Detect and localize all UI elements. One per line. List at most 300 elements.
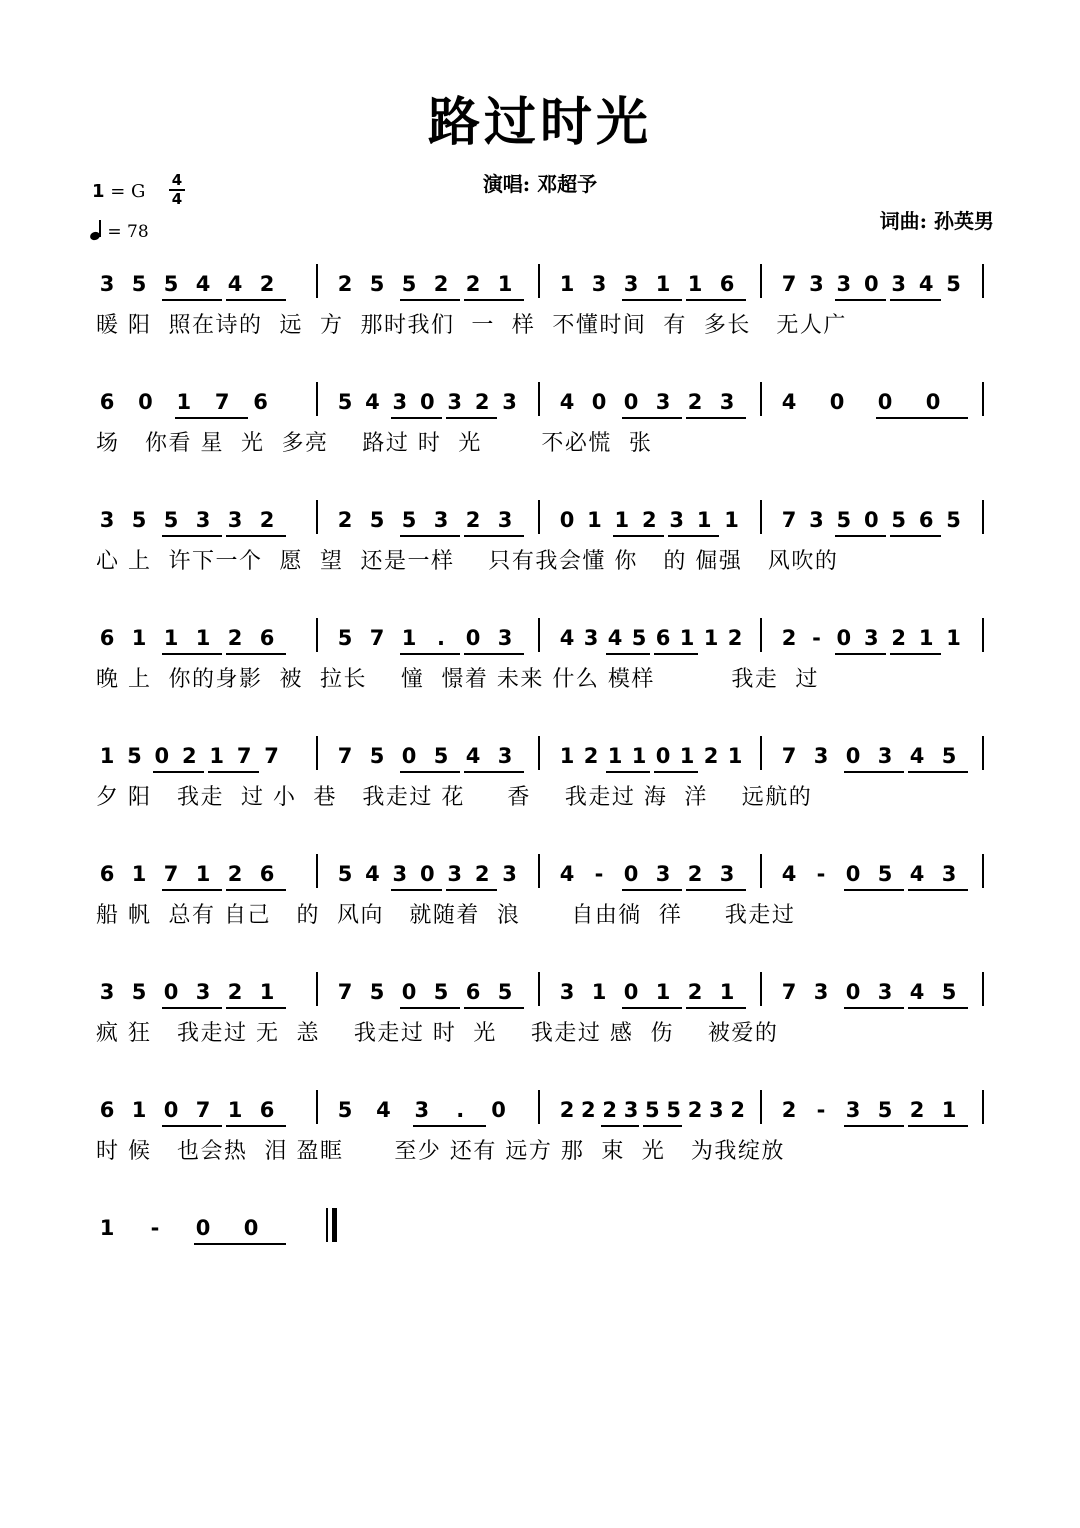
note: 1: [195, 862, 211, 886]
beam-line: [464, 299, 524, 301]
note: 2: [891, 626, 907, 650]
beam-line: [835, 299, 886, 301]
note: 3: [709, 1098, 724, 1122]
barline: [538, 736, 540, 770]
barline: [982, 854, 984, 888]
note: 0: [559, 508, 575, 532]
note: 6: [259, 1098, 275, 1122]
lyrics-line: 船 帆 总有 自己 的 风向 就随着 浪 自由徜 徉 我走过: [96, 903, 796, 928]
note: 0: [243, 1216, 259, 1240]
note: 3: [836, 272, 852, 296]
notation-line: [0, 734, 1080, 778]
note: 3: [99, 508, 115, 532]
beam-line: [686, 889, 746, 891]
note: 1: [587, 508, 602, 532]
note: 3: [195, 508, 211, 532]
note: 3: [583, 626, 599, 650]
note: 5: [337, 1098, 353, 1122]
beam-line: [226, 889, 286, 891]
time-signature: [168, 172, 186, 208]
barline: [982, 972, 984, 1006]
note: 0: [877, 390, 893, 414]
note: 1: [724, 508, 739, 532]
beam-line: [844, 889, 904, 891]
beam-line: [162, 299, 222, 301]
barline: [982, 500, 984, 534]
beam-line: [622, 889, 682, 891]
note: 3: [813, 980, 829, 1004]
beam-line: [162, 535, 222, 537]
note: 7: [337, 980, 353, 1004]
note: 2: [687, 1098, 703, 1122]
beam-line: [601, 1125, 640, 1127]
note: 3: [845, 1098, 861, 1122]
barline: [982, 736, 984, 770]
note: 4: [376, 1098, 391, 1122]
note: 2: [781, 1098, 797, 1122]
note: 3: [891, 272, 907, 296]
note: 0: [163, 1098, 179, 1122]
note: 5: [946, 272, 961, 296]
note: 3: [669, 508, 685, 532]
barline: [538, 618, 540, 652]
note: 2: [227, 862, 243, 886]
note: 0: [863, 508, 879, 532]
note: 5: [369, 980, 385, 1004]
barline: [982, 382, 984, 416]
note: 6: [99, 626, 115, 650]
note: 5: [891, 508, 907, 532]
note: 3: [623, 272, 639, 296]
beam-line: [686, 1007, 746, 1009]
note: 7: [781, 272, 797, 296]
lyrics-line: 场 你看 星 光 多亮 路过 时 光 不必慌 张: [96, 431, 653, 456]
note: 3: [447, 862, 463, 886]
note: 4: [781, 390, 797, 414]
note: 5: [941, 980, 957, 1004]
barline: [538, 500, 540, 534]
notation-line: [0, 616, 1080, 660]
note: 0: [138, 390, 153, 414]
beam-line: [464, 653, 524, 655]
note: 1: [131, 626, 147, 650]
note: 1: [727, 744, 743, 768]
beam-line: [400, 1007, 460, 1009]
note: 3: [227, 508, 243, 532]
note: 4: [559, 626, 575, 650]
barline: [982, 264, 984, 298]
note: 4: [195, 272, 211, 296]
beam-line: [446, 417, 497, 419]
note: -: [812, 626, 821, 650]
note: 7: [781, 508, 797, 532]
beam-line: [400, 653, 460, 655]
tempo-value: = 78: [107, 222, 149, 242]
note: 0: [465, 626, 481, 650]
note: 3: [719, 862, 735, 886]
note: 1: [497, 272, 513, 296]
note: 0: [163, 980, 179, 1004]
barline: [760, 972, 762, 1006]
note: 1: [559, 744, 575, 768]
beam-line: [464, 771, 524, 773]
barline: [316, 618, 318, 652]
barline: [760, 264, 762, 298]
beam-line: [464, 1007, 524, 1009]
beam-line: [908, 889, 968, 891]
time-signature-bottom: 4: [171, 190, 183, 208]
note: 1: [195, 626, 211, 650]
note: 3: [502, 862, 517, 886]
beam-line: [226, 1125, 286, 1127]
beam-line: [844, 771, 904, 773]
note: 1: [655, 980, 671, 1004]
note: 1: [131, 1098, 147, 1122]
key-signature: [92, 181, 145, 202]
barline: [316, 1090, 318, 1124]
note: 2: [602, 1098, 617, 1122]
composer-credit: 词曲: 孙英男: [879, 209, 994, 233]
note: 1: [99, 1216, 115, 1240]
note: 3: [719, 390, 735, 414]
note: 1: [679, 626, 695, 650]
beam-line: [606, 653, 650, 655]
note: 2: [465, 272, 481, 296]
note: 5: [645, 1098, 660, 1122]
note: 3: [877, 980, 893, 1004]
beam-line: [908, 771, 968, 773]
note: 5: [163, 272, 179, 296]
beam-line: [194, 1243, 286, 1245]
note: 0: [419, 862, 435, 886]
note: 5: [836, 508, 852, 532]
beam-line: [464, 535, 524, 537]
beam-line: [400, 535, 460, 537]
note: 2: [433, 272, 449, 296]
barline: [760, 1090, 762, 1124]
note: 1: [719, 980, 735, 1004]
beam-line: [622, 417, 682, 419]
note: 3: [497, 626, 513, 650]
beam-line: [446, 889, 497, 891]
note: 3: [502, 390, 517, 414]
beam-line: [162, 653, 222, 655]
note: 0: [591, 390, 607, 414]
note: 5: [369, 508, 385, 532]
beam-line: [890, 299, 941, 301]
beam-line: [162, 889, 222, 891]
note: 4: [781, 862, 797, 886]
note: 5: [631, 626, 647, 650]
lyrics-line: 夕 阳 我走 过 小 巷 我走过 花 香 我走过 海 洋 远航的: [96, 785, 813, 810]
note: 7: [781, 744, 797, 768]
beam-line: [835, 535, 886, 537]
note: 0: [491, 1098, 506, 1122]
beam-line: [613, 535, 664, 537]
barline: [982, 1090, 984, 1124]
note: 3: [414, 1098, 430, 1122]
note: 0: [925, 390, 941, 414]
note: 5: [131, 272, 147, 296]
note: 2: [474, 862, 490, 886]
note: 2: [227, 980, 243, 1004]
quarter-note-icon: [90, 220, 102, 240]
beam-line: [400, 299, 460, 301]
note: 5: [131, 508, 147, 532]
barline: [760, 618, 762, 652]
note: 0: [655, 744, 671, 768]
note: 5: [433, 744, 449, 768]
beam-line: [643, 1125, 682, 1127]
note: 4: [465, 744, 481, 768]
note: 2: [583, 744, 599, 768]
note: 3: [195, 980, 211, 1004]
note: 1: [696, 508, 712, 532]
note: 3: [497, 508, 513, 532]
lyrics-line: 晚 上 你的身影 被 拉长 憧 憬着 未来 什么 模样 我走 过: [96, 667, 819, 692]
note: 3: [813, 744, 829, 768]
note: 1: [679, 744, 695, 768]
note: 4: [909, 862, 925, 886]
note: 5: [946, 508, 961, 532]
note: 0: [154, 744, 170, 768]
note: 1: [614, 508, 630, 532]
note: 6: [99, 862, 115, 886]
note: 3: [591, 272, 607, 296]
note: 5: [401, 508, 417, 532]
note: .: [456, 1098, 465, 1122]
note: 5: [877, 862, 893, 886]
note: 5: [163, 508, 179, 532]
beam-line: [890, 653, 941, 655]
note: 0: [845, 862, 861, 886]
beam-line: [153, 771, 204, 773]
barline: [316, 382, 318, 416]
barline: [316, 736, 318, 770]
beam-line: [226, 653, 286, 655]
note: 0: [623, 862, 639, 886]
note: 4: [559, 390, 575, 414]
score-row-4: [0, 616, 1080, 706]
note: 2: [727, 626, 743, 650]
beam-line: [844, 1125, 904, 1127]
note: 1: [591, 980, 607, 1004]
note: 0: [829, 390, 845, 414]
note: 1: [99, 744, 115, 768]
barline: [538, 1090, 540, 1124]
note: 3: [559, 980, 575, 1004]
beam-line: [162, 1007, 222, 1009]
beam-line: [175, 417, 248, 419]
barline: [538, 972, 540, 1006]
note: 1: [209, 744, 225, 768]
note: 4: [365, 862, 380, 886]
beam-line: [686, 417, 746, 419]
barline: [316, 264, 318, 298]
note: 3: [447, 390, 463, 414]
notation-line: [0, 1206, 1080, 1250]
barline: [316, 500, 318, 534]
note: 1: [946, 626, 961, 650]
beam-line: [622, 1007, 682, 1009]
note: 2: [909, 1098, 925, 1122]
tempo-marking: [90, 220, 149, 242]
note: 6: [259, 862, 275, 886]
note: 2: [337, 508, 353, 532]
beam-line: [844, 1007, 904, 1009]
note: 6: [918, 508, 934, 532]
note: 3: [941, 862, 957, 886]
note: 0: [845, 744, 861, 768]
note: 2: [227, 626, 243, 650]
note: 7: [214, 390, 230, 414]
score-row-8: [0, 1088, 1080, 1178]
note: 6: [99, 1098, 115, 1122]
beam-line: [606, 771, 650, 773]
note: 4: [365, 390, 380, 414]
note: 0: [836, 626, 852, 650]
notation-line: [0, 1088, 1080, 1132]
final-barline-thin: [326, 1208, 328, 1242]
beam-line: [400, 771, 460, 773]
note: 1: [259, 980, 275, 1004]
note: 3: [809, 272, 824, 296]
note: 3: [623, 1098, 639, 1122]
note: 2: [181, 744, 197, 768]
note: 5: [433, 980, 449, 1004]
beam-line: [413, 1125, 486, 1127]
note: -: [150, 1216, 160, 1240]
note: 5: [877, 1098, 893, 1122]
lyrics-line: 时 候 也会热 泪 盈眶 至少 还有 远方 那 束 光 为我绽放: [96, 1139, 785, 1164]
barline: [760, 382, 762, 416]
note: 1: [227, 1098, 243, 1122]
note: 1: [163, 626, 179, 650]
beam-line: [654, 653, 698, 655]
note: 6: [465, 980, 481, 1004]
note: 3: [655, 862, 671, 886]
note: 1: [941, 1098, 957, 1122]
beam-line: [890, 535, 941, 537]
note: 3: [392, 390, 408, 414]
final-barline: [332, 1208, 337, 1242]
note: 2: [781, 626, 797, 650]
beam-line: [668, 535, 719, 537]
note: 4: [909, 744, 925, 768]
note: 4: [918, 272, 934, 296]
note: 6: [719, 272, 735, 296]
barline: [538, 382, 540, 416]
score-row-6: [0, 852, 1080, 942]
note: -: [594, 862, 604, 886]
note: 0: [863, 272, 879, 296]
note: 0: [623, 390, 639, 414]
note: 7: [369, 626, 385, 650]
barline: [982, 618, 984, 652]
barline: [760, 854, 762, 888]
note: 4: [559, 862, 575, 886]
note: 4: [607, 626, 623, 650]
note: 3: [392, 862, 408, 886]
beam-line: [908, 1125, 968, 1127]
note: 6: [253, 390, 268, 414]
note: 3: [809, 508, 824, 532]
note: 5: [131, 980, 147, 1004]
note: 2: [559, 1098, 575, 1122]
beam-line: [208, 771, 259, 773]
key-tonic: 1: [92, 181, 105, 202]
note: -: [816, 1098, 826, 1122]
note: 5: [497, 980, 513, 1004]
note: 5: [369, 272, 385, 296]
note: 4: [909, 980, 925, 1004]
note: 2: [465, 508, 481, 532]
note: 6: [99, 390, 115, 414]
beam-line: [226, 1007, 286, 1009]
note: 2: [641, 508, 657, 532]
note: 3: [877, 744, 893, 768]
beam-line: [908, 1007, 968, 1009]
lyrics-line: 疯 狂 我走过 无 恙 我走过 时 光 我走过 感 伤 被爱的: [96, 1021, 779, 1046]
barline: [760, 736, 762, 770]
note: 5: [941, 744, 957, 768]
note: 3: [497, 744, 513, 768]
note: 7: [337, 744, 353, 768]
score-row-3: [0, 498, 1080, 588]
note: 3: [863, 626, 879, 650]
notation-line: [0, 380, 1080, 424]
note: 2: [259, 508, 275, 532]
note: 2: [703, 744, 719, 768]
lyrics-line: 暖 阳 照在诗的 远 方 那时我们 一 样 不懂时间 有 多长 无人广: [96, 313, 847, 338]
notation-line: [0, 970, 1080, 1014]
note: 5: [127, 744, 142, 768]
score-row-9: [0, 1206, 1080, 1296]
note: 1: [631, 744, 647, 768]
note: 2: [259, 272, 275, 296]
note: 7: [195, 1098, 211, 1122]
note: .: [437, 626, 445, 650]
note: 2: [474, 390, 490, 414]
score-row-5: [0, 734, 1080, 824]
beam-line: [622, 299, 682, 301]
note: 1: [131, 862, 147, 886]
note: 7: [264, 744, 279, 768]
barline: [538, 854, 540, 888]
singer-credit: 演唱: 邓超予: [482, 172, 598, 196]
note: 2: [581, 1098, 596, 1122]
note: 7: [236, 744, 252, 768]
note: 3: [99, 272, 115, 296]
note: 1: [559, 272, 575, 296]
note: 7: [163, 862, 179, 886]
song-title: 路过时光: [427, 92, 652, 153]
notation-line: [0, 262, 1080, 306]
barline: [538, 264, 540, 298]
beam-line: [654, 771, 698, 773]
score-row-1: [0, 262, 1080, 352]
note: 3: [433, 508, 449, 532]
note: 1: [687, 272, 703, 296]
note: 0: [845, 980, 861, 1004]
note: 5: [666, 1098, 681, 1122]
notation-line: [0, 852, 1080, 896]
note: 0: [401, 744, 417, 768]
note: 1: [176, 390, 192, 414]
note: 5: [337, 390, 353, 414]
note: 5: [337, 862, 353, 886]
beam-line: [391, 417, 442, 419]
